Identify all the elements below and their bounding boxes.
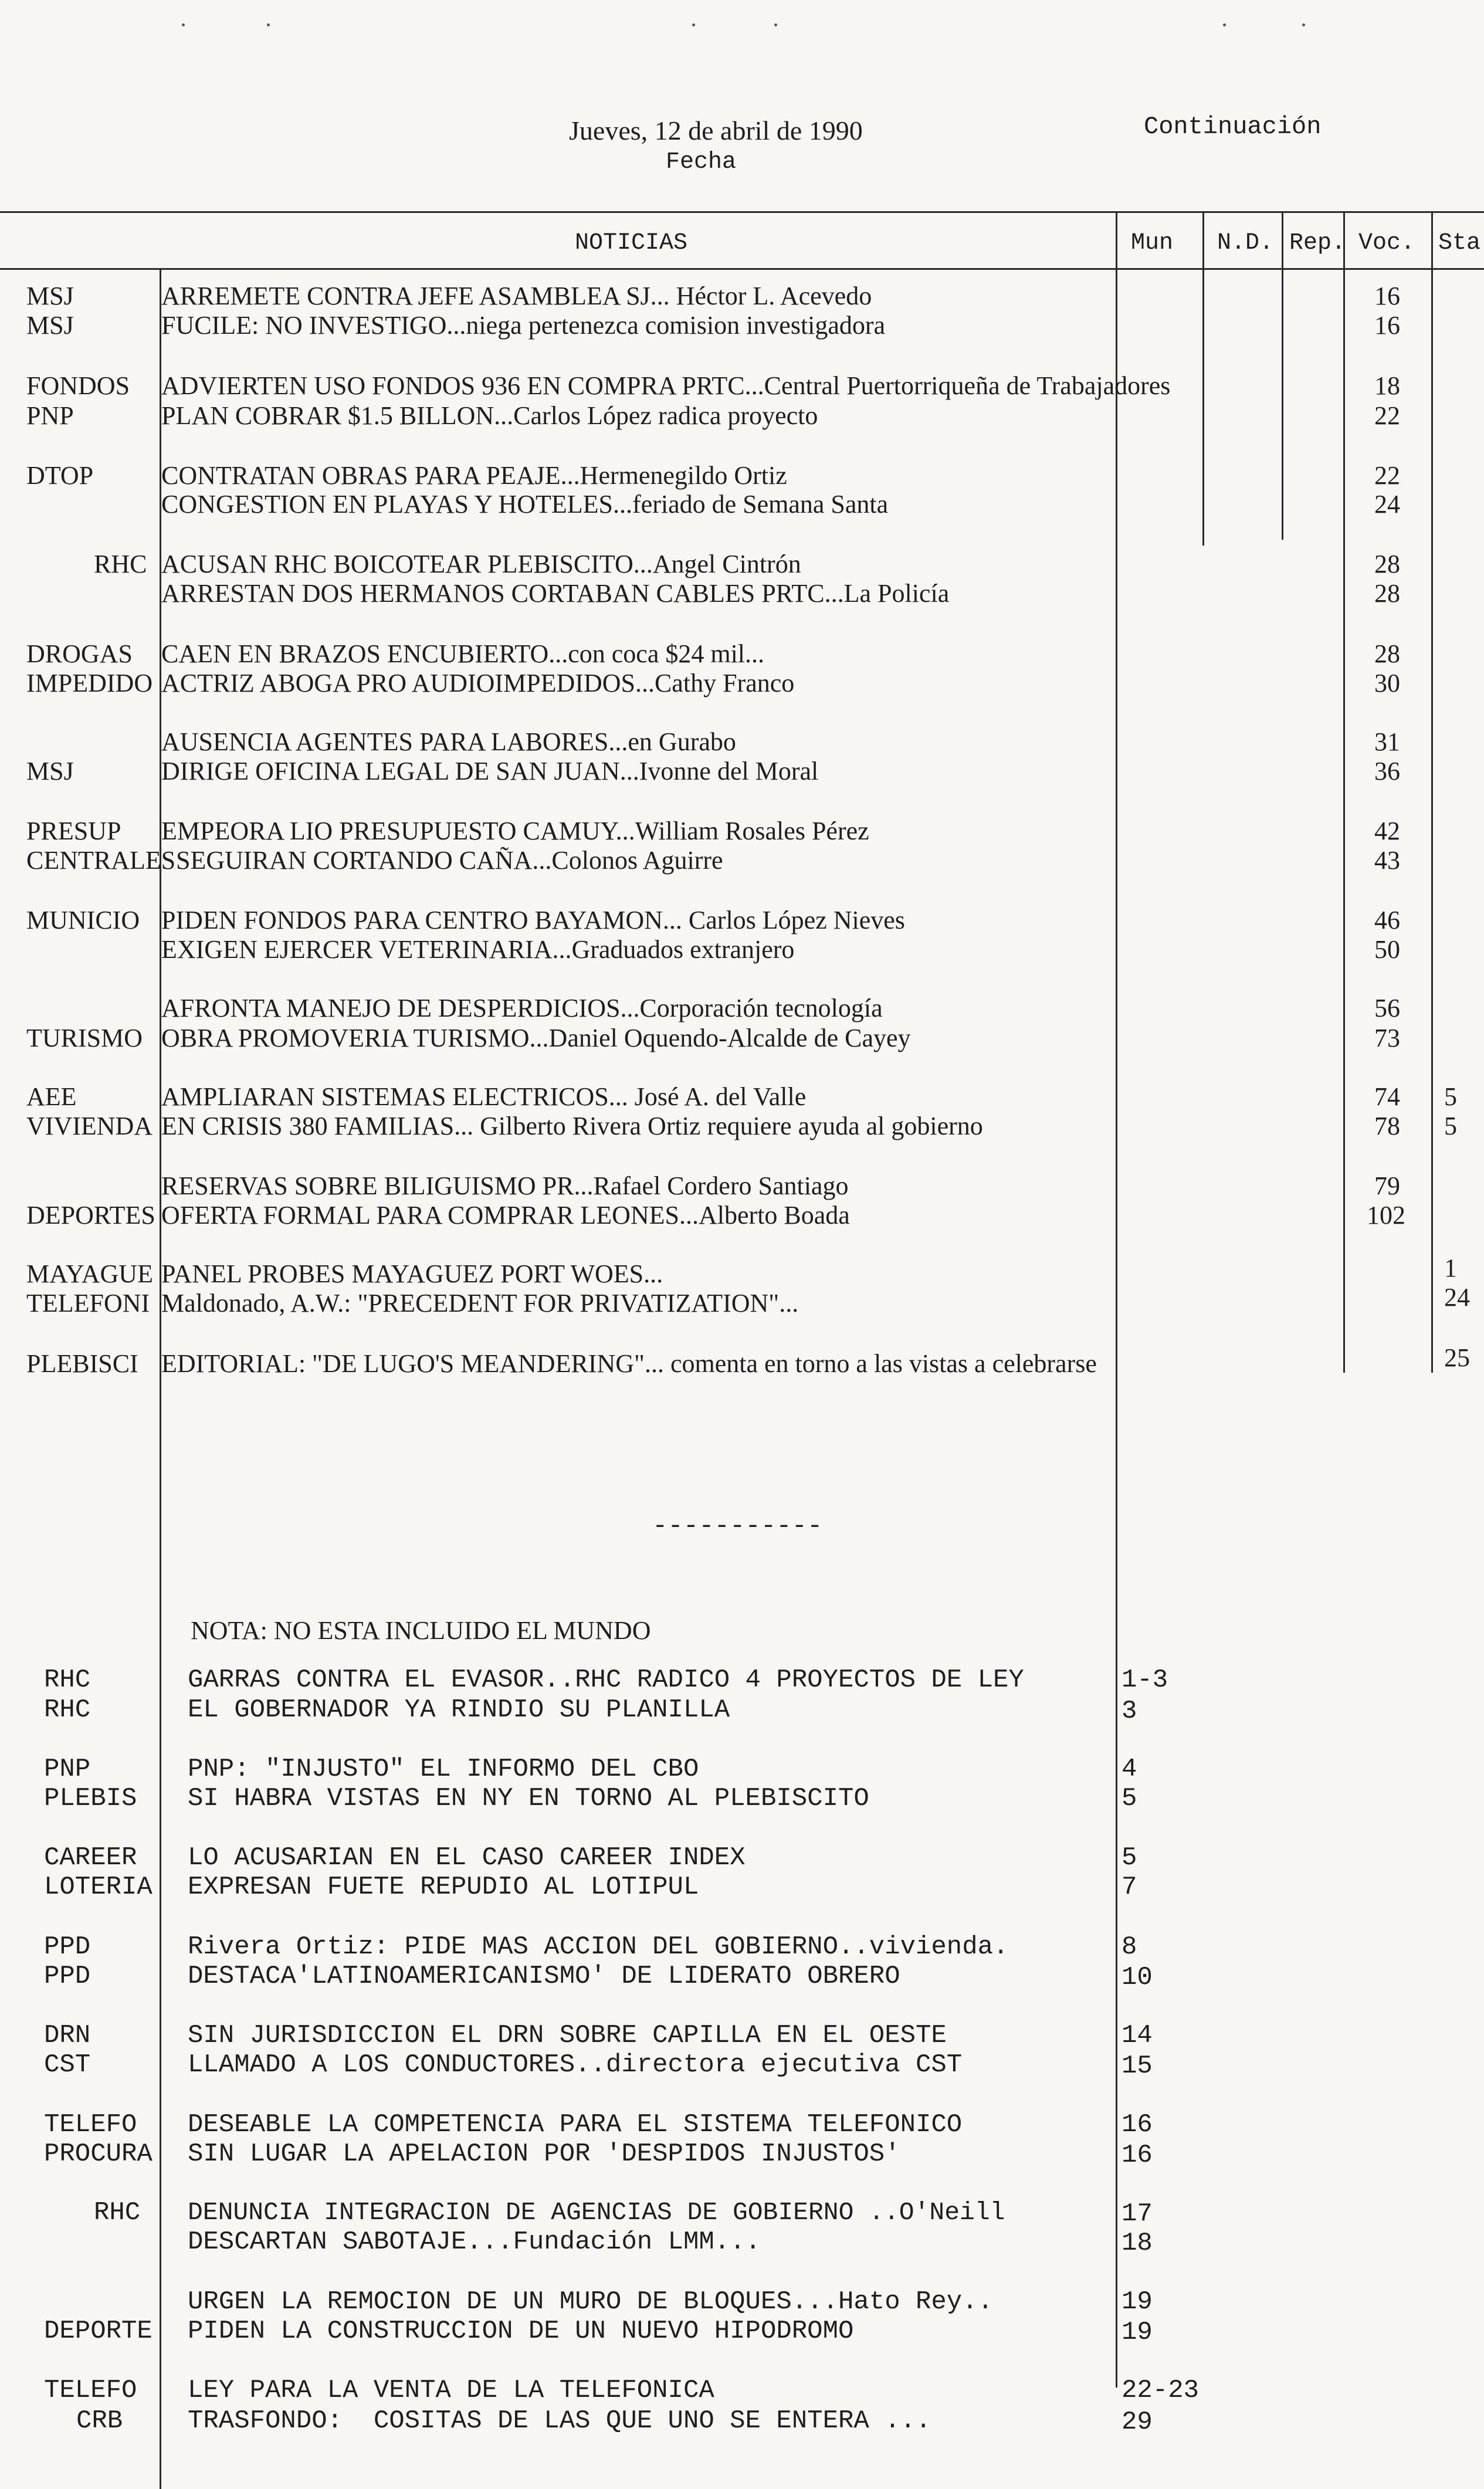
page-number: 5 xyxy=(1122,1784,1137,1813)
headline: DESCARTAN SABOTAJE...Fundación LMM... xyxy=(188,2227,761,2257)
headline: CONTRATAN OBRAS PARA PEAJE...Hermenegildo Ortiz xyxy=(161,461,787,490)
voc-page: 50 xyxy=(1374,935,1400,964)
headline: AUSENCIA AGENTES PARA LABORES...en Gurabo xyxy=(161,727,736,756)
voc-page: 36 xyxy=(1374,757,1400,785)
headline: CONGESTION EN PLAYAS Y HOTELES...feriado de Semana Santa xyxy=(161,490,889,519)
headline: PIDEN LA CONSTRUCCION DE UN NUEVO HIPODROMO xyxy=(188,2317,854,2346)
section-code: RHC xyxy=(94,550,147,578)
section-code: DROGAS xyxy=(26,639,133,668)
date-caption: Fecha xyxy=(666,149,737,175)
top-speck xyxy=(692,23,695,26)
section-code: CAREER xyxy=(44,1843,137,1872)
headline: PIDEN FONDOS PARA CENTRO BAYAMON... Carlos López Nieves xyxy=(161,906,905,934)
headline: FUCILE: NO INVESTIGO...niega pertenezca comision investigadora xyxy=(161,311,886,340)
table-header-rule xyxy=(0,268,1484,270)
voc-page: 79 xyxy=(1374,1171,1400,1200)
headline: Maldonado, A.W.: "PRECEDENT FOR PRIVATIZATION"... xyxy=(161,1289,799,1318)
section-code: TELEFO xyxy=(44,2376,137,2405)
page-number: 7 xyxy=(1122,1872,1137,1902)
headline: EDITORIAL: "DE LUGO'S MEANDERING"... comenta en torno a las vistas a celebrarse xyxy=(161,1349,1097,1378)
headline: EXIGEN EJERCER VETERINARIA...Graduados extranjero xyxy=(161,935,795,964)
headline: OBRA PROMOVERIA TURISMO...Daniel Oquendo-Alcalde de Cayey xyxy=(161,1024,911,1052)
section-code: PNP xyxy=(44,1755,91,1784)
headline: ACUSAN RHC BOICOTEAR PLEBISCITO...Angel Cintrón xyxy=(161,550,801,578)
top-speck xyxy=(1223,23,1226,26)
headline: PLAN COBRAR $1.5 BILLON...Carlos López radica proyecto xyxy=(161,401,818,430)
voc-page: 74 xyxy=(1374,1082,1400,1111)
headline: AFRONTA MANEJO DE DESPERDICIOS...Corporación tecnología xyxy=(161,994,883,1022)
headline: DESTACA'LATINOAMERICANISMO' DE LIDERATO OBRERO xyxy=(188,1962,900,1991)
page-number: 22-23 xyxy=(1122,2376,1200,2405)
headline: RESERVAS SOBRE BILIGUISMO PR...Rafael Cordero Santiago xyxy=(161,1171,849,1200)
section-code: MSJ xyxy=(26,282,74,310)
page-number: 14 xyxy=(1122,2021,1153,2050)
section-code: TURISMO xyxy=(26,1024,143,1052)
column-header-sta: Sta xyxy=(1438,230,1481,256)
section-code: TELEFONI xyxy=(26,1289,150,1318)
column-header-noticias: NOTICIAS xyxy=(575,230,688,256)
voc-page: 43 xyxy=(1374,846,1400,875)
headline: ADVIERTEN USO FONDOS 936 EN COMPRA PRTC...Central Puertorriqueña de Trabajadores xyxy=(161,371,1171,400)
section-code: AEE xyxy=(26,1082,77,1111)
headline: DESEABLE LA COMPETENCIA PARA EL SISTEMA TELEFONICO xyxy=(188,2110,963,2139)
headline: PNP: "INJUSTO" EL INFORMO DEL CBO xyxy=(188,1755,699,1784)
section-code: MAYAGUE xyxy=(26,1259,153,1288)
section-code: PRESUP xyxy=(26,817,121,845)
page-number: 16 xyxy=(1122,2110,1153,2139)
page-number: 19 xyxy=(1122,2318,1153,2347)
column-header-mun: Mun xyxy=(1131,230,1174,256)
headline: EL GOBERNADOR YA RINDIO SU PLANILLA xyxy=(188,1695,730,1725)
voc-page: 42 xyxy=(1374,817,1400,845)
headline: ARREMETE CONTRA JEFE ASAMBLEA SJ... Héctor L. Acevedo xyxy=(161,282,872,310)
headline: ARRESTAN DOS HERMANOS CORTABAN CABLES PRTC...La Policía xyxy=(161,579,950,608)
headline: AMPLIARAN SISTEMAS ELECTRICOS... José A. del Valle xyxy=(161,1082,807,1111)
sta-page: 1 xyxy=(1444,1254,1457,1282)
column-header-nd: N.D. xyxy=(1217,230,1274,256)
voc-page: 73 xyxy=(1374,1024,1400,1052)
voc-page: 28 xyxy=(1374,579,1400,608)
section-code: DEPORTES xyxy=(26,1201,155,1230)
sta-page: 25 xyxy=(1444,1343,1470,1372)
section-code: VIVIENDA xyxy=(26,1112,153,1140)
section-code: MUNICIO xyxy=(26,906,140,934)
page-number: 3 xyxy=(1122,1696,1137,1726)
continuation-label: Continuación xyxy=(1144,113,1322,141)
headline: SI HABRA VISTAS EN NY EN TORNO AL PLEBISCITO xyxy=(188,1784,869,1813)
voc-page: 22 xyxy=(1374,401,1400,430)
voc-page: 31 xyxy=(1374,727,1400,756)
section-code: CRB xyxy=(76,2406,123,2436)
section-code: PPD xyxy=(44,1962,91,1991)
headline: SEGUIRAN CORTANDO CAÑA...Colonos Aguirre xyxy=(176,846,723,875)
top-speck xyxy=(267,23,270,26)
voc-page: 16 xyxy=(1374,311,1400,340)
section-code: PNP xyxy=(26,401,74,430)
top-speck xyxy=(1302,23,1305,26)
headline: Rivera Ortiz: PIDE MAS ACCION DEL GOBIERNO..vivienda. xyxy=(188,1932,1009,1962)
headline: OFERTA FORMAL PARA COMPRAR LEONES...Alberto Boada xyxy=(161,1201,850,1230)
page-number: 4 xyxy=(1122,1755,1137,1784)
section-code: RHC xyxy=(44,1665,91,1695)
report-date: Jueves, 12 de abril de 1990 xyxy=(569,116,863,145)
sta-page: 5 xyxy=(1444,1082,1457,1111)
section-code: PLEBIS xyxy=(44,1784,137,1813)
page-number: 18 xyxy=(1122,2229,1153,2258)
col-divider-sta xyxy=(1431,211,1433,1373)
voc-page: 22 xyxy=(1374,461,1400,490)
voc-page: 102 xyxy=(1367,1201,1405,1230)
section-code: MSJ xyxy=(26,757,74,785)
sta-page: 5 xyxy=(1444,1112,1457,1140)
page-number: 16 xyxy=(1122,2141,1153,2170)
headline: URGEN LA REMOCION DE UN MURO DE BLOQUES...Hato Rey.. xyxy=(188,2287,994,2317)
page-number: 29 xyxy=(1122,2407,1153,2437)
section-code: IMPEDIDO xyxy=(26,669,153,697)
headline: DENUNCIA INTEGRACION DE AGENCIAS DE GOBIERNO ..O'Neill xyxy=(188,2198,1005,2227)
headline: SIN JURISDICCION EL DRN SOBRE CAPILLA EN EL OESTE xyxy=(188,2021,947,2050)
headline: PANEL PROBES MAYAGUEZ PORT WOES... xyxy=(161,1259,663,1288)
col-divider-rep xyxy=(1282,211,1283,540)
table-top-rule xyxy=(0,211,1484,213)
voc-page: 56 xyxy=(1374,994,1400,1022)
headline: DIRIGE OFICINA LEGAL DE SAN JUAN...Ivonne del Moral xyxy=(161,757,819,785)
headline: GARRAS CONTRA EL EVASOR..RHC RADICO 4 PROYECTOS DE LEY xyxy=(188,1665,1024,1695)
section-code: FONDOS xyxy=(26,371,130,400)
voc-page: 24 xyxy=(1374,490,1400,519)
voc-page: 46 xyxy=(1374,906,1400,934)
col-divider-voc xyxy=(1343,211,1345,1373)
col-divider-mun xyxy=(1116,211,1117,2388)
page-number: 17 xyxy=(1122,2199,1153,2229)
headline: LLAMADO A LOS CONDUCTORES..directora ejecutiva CST xyxy=(188,2050,963,2080)
section-code: DEPORTE xyxy=(44,2317,153,2346)
headline: LEY PARA LA VENTA DE LA TELEFONICA xyxy=(188,2376,714,2405)
voc-page: 78 xyxy=(1374,1112,1400,1140)
voc-page: 16 xyxy=(1374,282,1400,310)
headline: EXPRESAN FUETE REPUDIO AL LOTIPUL xyxy=(188,1872,699,1902)
headline: LO ACUSARIAN EN EL CASO CAREER INDEX xyxy=(188,1843,746,1872)
section-code: RHC xyxy=(94,2198,141,2227)
page-number: 19 xyxy=(1122,2287,1153,2317)
note-text: NOTA: NO ESTA INCLUIDO EL MUNDO xyxy=(191,1616,651,1645)
section-code: LOTERIA xyxy=(44,1872,153,1902)
section-code: RHC xyxy=(44,1695,91,1725)
section-code: MSJ xyxy=(26,311,74,340)
section-code: PPD xyxy=(44,1932,91,1962)
section-code: CST xyxy=(44,2050,91,2080)
column-header-rep: Rep. xyxy=(1289,230,1346,256)
page-number: 15 xyxy=(1122,2051,1153,2081)
voc-page: 18 xyxy=(1374,371,1400,400)
page-number: 10 xyxy=(1122,1963,1153,1992)
voc-page: 30 xyxy=(1374,669,1400,697)
headline: ACTRIZ ABOGA PRO AUDIOIMPEDIDOS...Cathy Franco xyxy=(161,669,795,697)
section-code: PLEBISCI xyxy=(26,1349,138,1378)
top-speck xyxy=(774,23,777,26)
section-code: CENTRALES xyxy=(26,846,176,875)
page-number: 1-3 xyxy=(1122,1665,1168,1695)
headline: TRASFONDO: COSITAS DE LAS QUE UNO SE ENTERA ... xyxy=(188,2406,931,2436)
separator-dashes: ----------- xyxy=(652,1512,823,1541)
col-divider-nd xyxy=(1202,211,1204,546)
section-code: DTOP xyxy=(26,461,94,490)
headline: SIN LUGAR LA APELACION POR 'DESPIDOS INJUSTOS' xyxy=(188,2139,900,2169)
section-code: DRN xyxy=(44,2021,91,2050)
page-number: 8 xyxy=(1122,1932,1137,1962)
voc-page: 28 xyxy=(1374,639,1400,668)
sta-page: 24 xyxy=(1444,1283,1470,1312)
top-speck xyxy=(182,23,185,26)
section-code: TELEFO xyxy=(44,2110,137,2139)
voc-page: 28 xyxy=(1374,550,1400,578)
headline: EN CRISIS 380 FAMILIAS... Gilberto Rivera Ortiz requiere ayuda al gobierno xyxy=(161,1112,983,1140)
headline: CAEN EN BRAZOS ENCUBIERTO...con coca $24 mil... xyxy=(161,639,765,668)
section-code: PROCURA xyxy=(44,2139,153,2169)
headline: EMPEORA LIO PRESUPUESTO CAMUY...William Rosales Pérez xyxy=(161,817,869,845)
page-number: 5 xyxy=(1122,1843,1137,1872)
column-header-voc: Voc. xyxy=(1358,230,1415,256)
